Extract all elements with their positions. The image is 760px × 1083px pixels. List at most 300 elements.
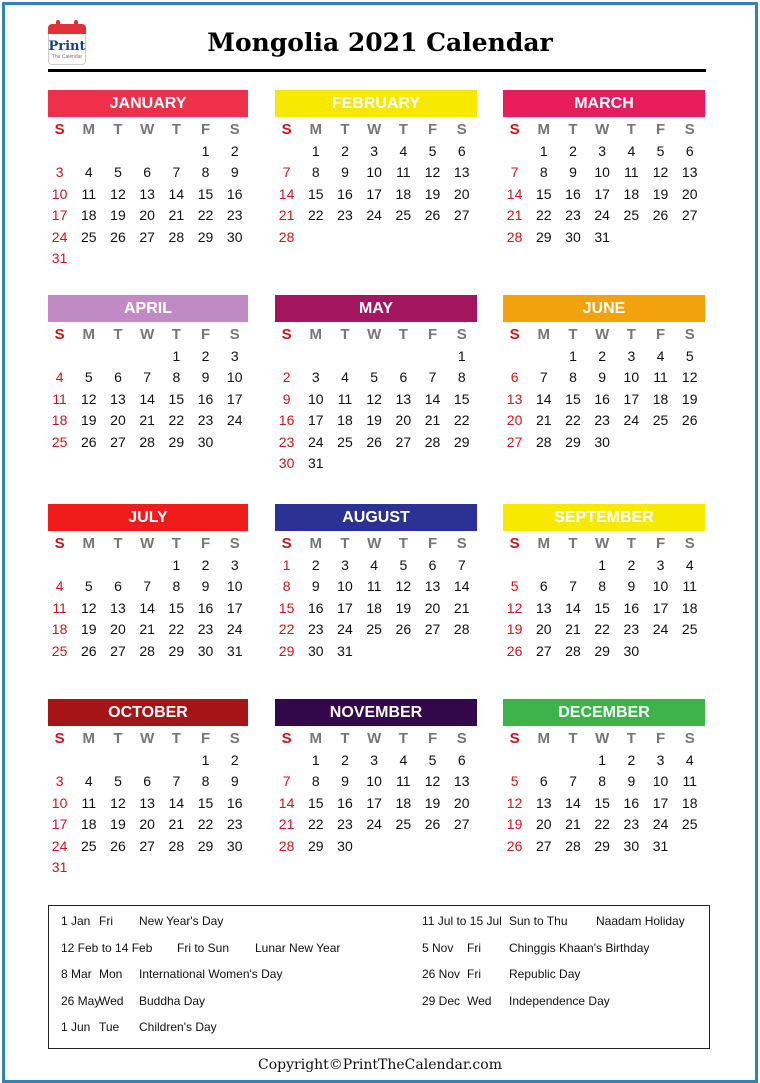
day-cell: 12 <box>395 578 412 594</box>
month-header: JUNE <box>503 295 705 322</box>
day-cell: 8 <box>201 164 210 180</box>
day-cell: 31 <box>652 837 669 854</box>
empty-day <box>103 555 132 577</box>
day-cell: 7 <box>143 369 152 385</box>
day-cell: 26 <box>110 228 126 245</box>
day-cell: 20 <box>424 599 441 616</box>
day-cell: 5 <box>399 556 408 573</box>
day-cell: 30 <box>594 433 610 450</box>
day-cell: 4 <box>55 369 64 385</box>
empty-day <box>529 555 558 577</box>
day-cell: 24 <box>51 837 68 854</box>
day-cell: 1 <box>172 347 181 364</box>
weekday-label: F <box>655 326 666 343</box>
day-cell: 4 <box>656 347 665 364</box>
empty-day <box>45 141 74 163</box>
day-cell: 2 <box>341 751 349 768</box>
day-cell: 5 <box>114 164 122 180</box>
day-cell: 19 <box>506 816 523 832</box>
day-cell: 10 <box>307 390 324 407</box>
weekday-label: F <box>427 326 438 343</box>
month-header: OCTOBER <box>48 699 248 726</box>
day-cell: 9 <box>627 773 636 789</box>
day-cell: 28 <box>424 433 441 450</box>
day-cell: 30 <box>278 455 295 471</box>
day-cell: 31 <box>226 642 243 659</box>
weekday-label: M <box>537 326 551 343</box>
day-cell: 17 <box>366 794 382 811</box>
day-cell: 17 <box>366 185 382 202</box>
day-cell: 7 <box>428 369 437 385</box>
day-cell: 18 <box>681 794 698 811</box>
empty-day <box>272 346 301 368</box>
day-cell: 12 <box>80 599 97 616</box>
day-cell: 29 <box>594 642 610 659</box>
day-cell: 18 <box>623 185 640 202</box>
day-cell: 29 <box>168 642 185 659</box>
weekday-label: M <box>82 730 96 747</box>
weekday-label: T <box>626 326 636 343</box>
weekday-label: T <box>340 326 350 343</box>
day-cell: 9 <box>201 578 210 594</box>
weekday-label: F <box>655 535 666 552</box>
empty-day <box>500 750 529 772</box>
day-cell: 30 <box>197 433 214 450</box>
day-cell: 3 <box>311 369 320 385</box>
weekday-label: T <box>398 730 408 747</box>
month-header: JULY <box>48 504 248 531</box>
day-cell: 27 <box>681 207 698 223</box>
month-april <box>48 295 248 453</box>
day-cell: 4 <box>627 142 636 159</box>
day-cell: 8 <box>539 164 548 180</box>
weekday-label: T <box>626 121 636 138</box>
day-cell: 14 <box>565 794 581 811</box>
day-cell: 22 <box>594 621 610 637</box>
day-cell: 15 <box>565 390 581 407</box>
day-cell: 12 <box>506 794 523 811</box>
weekday-label: W <box>140 121 155 138</box>
day-cell: 16 <box>337 185 353 202</box>
day-cell: 12 <box>366 390 382 407</box>
holiday-name: Buddha Day <box>139 993 206 1008</box>
holiday-day: Fri to Sun <box>177 940 230 955</box>
day-cell: 7 <box>172 164 181 180</box>
day-cell: 2 <box>201 556 210 573</box>
day-cell: 5 <box>510 773 519 789</box>
day-cell: 3 <box>230 347 239 364</box>
day-cell: 23 <box>623 816 640 832</box>
day-cell: 12 <box>681 369 698 385</box>
empty-day <box>558 750 587 772</box>
empty-day <box>162 750 191 772</box>
day-cell: 12 <box>110 185 126 202</box>
day-cell: 18 <box>80 207 97 223</box>
day-cell: 8 <box>282 578 291 594</box>
day-cell: 29 <box>168 433 185 450</box>
day-cell: 16 <box>594 390 610 407</box>
day-cell: 30 <box>226 837 243 854</box>
empty-day <box>133 750 162 772</box>
day-cell: 8 <box>311 164 320 180</box>
weekday-label: M <box>537 535 551 552</box>
day-cell: 23 <box>565 207 581 223</box>
month-october <box>48 699 248 879</box>
month-header: FEBRUARY <box>275 90 477 117</box>
holiday-name: New Year's Day <box>139 914 224 928</box>
month-header: JANUARY <box>48 90 248 117</box>
day-cell: 2 <box>311 556 320 573</box>
day-cell: 14 <box>506 185 523 202</box>
weekday-label: T <box>171 121 181 138</box>
day-cell: 4 <box>685 556 694 573</box>
weekday-label: W <box>595 121 610 138</box>
day-cell: 8 <box>201 773 210 789</box>
holiday-name: Chinggis Khaan's Birthday <box>509 940 650 955</box>
weekday-label: S <box>229 121 240 138</box>
day-cell: 16 <box>226 185 243 202</box>
day-cell: 22 <box>168 621 185 637</box>
day-cell: 24 <box>366 816 382 832</box>
day-cell: 21 <box>506 207 523 223</box>
day-cell: 25 <box>623 207 640 223</box>
day-cell: 27 <box>395 433 412 450</box>
weekday-label: T <box>113 730 123 747</box>
holiday-day: Tue <box>99 1020 120 1034</box>
day-cell: 26 <box>506 837 523 854</box>
weekday-label: W <box>367 535 382 552</box>
day-cell: 18 <box>652 390 669 407</box>
day-cell: 17 <box>51 207 68 223</box>
weekday-label: M <box>309 121 323 138</box>
day-cell: 27 <box>453 816 470 832</box>
day-cell: 24 <box>366 207 382 223</box>
day-cell: 20 <box>139 207 155 223</box>
empty-day <box>45 555 74 577</box>
weekday-label: S <box>509 535 520 552</box>
day-cell: 14 <box>453 578 470 594</box>
day-cell: 31 <box>337 642 353 659</box>
day-cell: 27 <box>110 433 126 450</box>
day-cell: 3 <box>370 751 379 768</box>
weekday-label: W <box>595 730 610 747</box>
day-cell: 19 <box>110 816 126 832</box>
holiday-date: 12 Feb to 14 Feb <box>61 940 153 955</box>
month-august <box>275 504 477 662</box>
weekday-label: S <box>229 535 240 552</box>
day-cell: 13 <box>110 390 126 407</box>
day-cell: 16 <box>226 794 243 811</box>
day-cell: 23 <box>594 412 610 428</box>
day-cell: 28 <box>168 228 185 245</box>
day-cell: 27 <box>139 837 155 854</box>
day-cell: 16 <box>278 412 295 428</box>
holiday-name: International Women's Day <box>139 967 283 981</box>
day-cell: 19 <box>395 599 412 616</box>
month-january <box>48 90 248 270</box>
day-cell: 25 <box>395 207 412 223</box>
day-cell: 30 <box>565 228 581 245</box>
day-cell: 4 <box>370 556 379 573</box>
day-cell: 17 <box>652 794 669 811</box>
weekday-label: F <box>655 121 666 138</box>
day-cell: 24 <box>594 207 610 223</box>
day-cell: 19 <box>681 390 698 407</box>
weekday-label: M <box>309 730 323 747</box>
day-cell: 9 <box>627 578 636 594</box>
day-cell: 16 <box>197 390 214 407</box>
day-cell: 28 <box>139 642 155 659</box>
day-cell: 1 <box>457 347 466 364</box>
day-cell: 4 <box>399 142 408 159</box>
day-cell: 20 <box>139 816 155 832</box>
day-cell: 2 <box>230 751 239 768</box>
day-cell: 7 <box>510 164 519 180</box>
day-cell: 11 <box>81 794 97 811</box>
day-cell: 24 <box>307 433 324 450</box>
day-cell: 28 <box>278 228 295 245</box>
day-cell: 7 <box>282 164 291 180</box>
day-cell: 26 <box>424 816 441 832</box>
day-cell: 16 <box>565 185 581 202</box>
weekday-label: S <box>456 326 467 343</box>
day-cell: 25 <box>51 433 68 450</box>
day-cell: 31 <box>594 228 610 245</box>
day-cell: 16 <box>307 599 324 616</box>
title-divider <box>48 69 706 72</box>
weekday-label: F <box>427 535 438 552</box>
empty-day <box>74 750 103 772</box>
weekday-label: S <box>509 730 520 747</box>
day-cell: 16 <box>623 599 640 616</box>
day-cell: 24 <box>652 816 669 832</box>
weekday-label: T <box>113 326 123 343</box>
empty-day <box>103 750 132 772</box>
day-cell: 9 <box>282 390 291 407</box>
holiday-date: 1 Jun <box>61 1020 91 1034</box>
empty-day <box>500 141 529 163</box>
day-cell: 19 <box>366 412 382 428</box>
day-cell: 23 <box>337 207 353 223</box>
empty-day <box>74 555 103 577</box>
day-cell: 14 <box>168 185 185 202</box>
day-cell: 14 <box>278 185 295 202</box>
empty-day <box>272 141 301 163</box>
day-cell: 17 <box>226 390 243 407</box>
day-cell: 25 <box>652 412 669 428</box>
empty-day <box>45 346 74 368</box>
day-cell: 28 <box>453 621 470 637</box>
day-cell: 15 <box>307 794 324 811</box>
logo-subtext: The Calendar <box>51 54 83 60</box>
logo-text: Print <box>48 39 86 54</box>
day-cell: 12 <box>80 390 97 407</box>
weekday-label: S <box>509 326 520 343</box>
day-cell: 11 <box>624 164 639 180</box>
holiday-day: Wed <box>467 993 492 1008</box>
day-cell: 13 <box>139 794 155 811</box>
weekday-label: S <box>456 730 467 747</box>
weekday-label: S <box>54 326 65 343</box>
day-cell: 8 <box>172 578 181 594</box>
day-cell: 7 <box>172 773 181 789</box>
day-cell: 28 <box>168 837 185 854</box>
day-cell: 15 <box>535 185 552 202</box>
day-cell: 9 <box>230 164 239 180</box>
holiday-name: Independence Day <box>509 993 610 1008</box>
holiday-list <box>48 905 710 1049</box>
day-cell: 17 <box>594 185 610 202</box>
weekday-label: S <box>281 326 292 343</box>
day-cell: 13 <box>535 794 552 811</box>
weekday-label: S <box>684 121 695 138</box>
empty-day <box>133 555 162 577</box>
day-cell: 13 <box>139 185 155 202</box>
day-cell: 21 <box>565 816 581 832</box>
day-cell: 4 <box>399 751 408 768</box>
day-cell: 1 <box>311 142 320 159</box>
weekday-label: M <box>82 121 96 138</box>
weekday-label: F <box>200 326 211 343</box>
day-cell: 24 <box>226 621 243 637</box>
day-cell: 3 <box>55 164 64 180</box>
day-cell: 26 <box>681 412 698 428</box>
day-cell: 3 <box>656 751 665 768</box>
day-cell: 21 <box>453 599 470 616</box>
day-cell: 11 <box>396 773 411 789</box>
month-header: DECEMBER <box>503 699 705 726</box>
day-cell: 26 <box>366 433 382 450</box>
weekday-label: F <box>200 535 211 552</box>
day-cell: 21 <box>278 816 295 832</box>
day-cell: 10 <box>623 369 640 385</box>
holiday-date: 5 Nov <box>422 940 454 955</box>
day-cell: 6 <box>428 556 437 573</box>
day-cell: 4 <box>84 773 93 789</box>
weekday-label: S <box>229 326 240 343</box>
day-cell: 14 <box>535 390 552 407</box>
day-cell: 24 <box>226 412 243 428</box>
day-cell: 14 <box>278 794 295 811</box>
day-cell: 22 <box>197 207 214 223</box>
month-march <box>503 90 705 248</box>
day-cell: 6 <box>457 751 466 768</box>
day-cell: 19 <box>424 794 441 811</box>
day-cell: 18 <box>337 412 353 428</box>
day-cell: 3 <box>341 556 349 573</box>
day-cell: 1 <box>172 556 181 573</box>
day-cell: 31 <box>51 250 68 266</box>
day-cell: 21 <box>278 207 295 223</box>
day-cell: 7 <box>282 773 291 789</box>
weekday-label: S <box>281 121 292 138</box>
day-cell: 6 <box>399 369 408 385</box>
day-cell: 2 <box>569 142 577 159</box>
empty-day <box>74 141 103 163</box>
day-cell: 9 <box>569 164 577 180</box>
empty-day <box>162 141 191 163</box>
empty-day <box>360 346 389 368</box>
weekday-label: M <box>537 121 551 138</box>
holiday-day: Fri <box>99 914 113 928</box>
month-header: AUGUST <box>275 504 477 531</box>
day-cell: 21 <box>424 412 441 428</box>
day-cell: 7 <box>539 369 548 385</box>
day-cell: 28 <box>565 837 581 854</box>
day-cell: 5 <box>370 369 379 385</box>
day-cell: 26 <box>110 837 126 854</box>
day-cell: 1 <box>569 347 577 364</box>
weekday-label: M <box>309 535 323 552</box>
holiday-name: Lunar New Year <box>255 940 341 955</box>
day-cell: 25 <box>51 642 68 659</box>
day-cell: 6 <box>114 369 122 385</box>
day-cell: 1 <box>598 556 607 573</box>
day-cell: 12 <box>424 164 441 180</box>
holiday-name: Naadam Holiday <box>596 914 685 928</box>
weekday-label: T <box>171 730 181 747</box>
day-cell: 6 <box>510 369 519 385</box>
empty-day <box>133 141 162 163</box>
day-cell: 6 <box>143 164 152 180</box>
holiday-date: 26 Nov <box>422 967 461 981</box>
day-cell: 6 <box>539 578 548 594</box>
day-cell: 15 <box>307 185 324 202</box>
weekday-label: T <box>568 535 578 552</box>
copyright-text[interactable]: Copyright©PrintTheCalendar.com <box>258 1057 502 1073</box>
day-cell: 14 <box>168 794 185 811</box>
day-cell: 29 <box>197 228 214 245</box>
day-cell: 20 <box>395 412 412 428</box>
day-cell: 29 <box>535 228 552 245</box>
day-cell: 18 <box>51 621 68 637</box>
holiday-date: 29 Dec <box>422 993 461 1008</box>
day-cell: 22 <box>594 816 610 832</box>
empty-day <box>389 346 418 368</box>
day-cell: 18 <box>366 599 382 616</box>
empty-day <box>529 750 558 772</box>
day-cell: 17 <box>623 390 640 407</box>
day-cell: 6 <box>539 773 548 789</box>
day-cell: 15 <box>168 390 185 407</box>
day-cell: 26 <box>424 207 441 223</box>
day-cell: 6 <box>685 142 694 159</box>
day-cell: 28 <box>278 837 295 854</box>
day-cell: 5 <box>428 142 437 159</box>
day-cell: 17 <box>337 599 353 616</box>
day-cell: 30 <box>623 642 640 659</box>
day-cell: 17 <box>307 412 324 428</box>
day-cell: 20 <box>110 621 126 637</box>
page-title: Mongolia 2021 Calendar <box>207 28 553 57</box>
weekday-label: W <box>367 730 382 747</box>
day-cell: 3 <box>598 142 607 159</box>
day-cell: 13 <box>453 773 470 789</box>
day-cell: 29 <box>197 837 214 854</box>
day-cell: 5 <box>84 369 93 385</box>
day-cell: 3 <box>230 556 239 573</box>
month-november <box>275 699 477 857</box>
weekday-label: T <box>171 535 181 552</box>
day-cell: 23 <box>226 816 243 832</box>
day-cell: 18 <box>395 185 412 202</box>
day-cell: 4 <box>84 164 93 180</box>
day-cell: 16 <box>197 599 214 616</box>
empty-day <box>74 346 103 368</box>
empty-day <box>133 346 162 368</box>
day-cell: 26 <box>395 621 412 637</box>
day-cell: 10 <box>51 185 68 202</box>
